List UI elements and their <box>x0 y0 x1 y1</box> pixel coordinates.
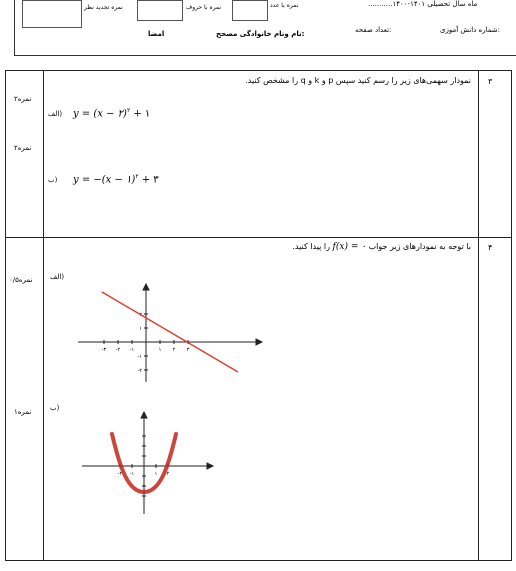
question-3-prompt: نمودار سهمی‌های زیر را رسم کنید سپس p و k و q را مشخص کنید. <box>245 76 471 85</box>
school-year-text: سال تحصیلی ۱۴۰۱-۱۴۰۰ <box>392 0 466 8</box>
grade-words-label: نمره با حروف <box>186 4 222 11</box>
q4-prompt-start: با توجه به نمودارهای زیر جواب <box>368 242 471 251</box>
graph-a-x-tick-label: ۳ <box>186 347 190 353</box>
graph-b-x-tick-label: ۱ <box>154 471 158 477</box>
q3-part-a-equation <box>73 107 150 119</box>
q3-part-b-label: ب) <box>48 176 58 184</box>
graph-a-axes <box>78 284 262 382</box>
graph-b-x-tick-label: -۱ <box>129 471 135 477</box>
graph-b-y-arrow <box>141 412 147 418</box>
graph-b-x-tick-label: -۲ <box>117 471 123 477</box>
date-label: ...........ماه <box>368 0 478 8</box>
graph-b-axes <box>82 412 213 514</box>
q4-prompt-end: را پیدا کنید. <box>292 242 330 251</box>
school-year <box>368 0 477 8</box>
graph-a-y-tick-label: -۲ <box>137 368 142 374</box>
q3-part-a-eq-tail: + ۱ <box>130 108 151 120</box>
grade-box <box>232 0 268 21</box>
q4-prompt-equation: f(x) = ۰ <box>332 242 367 252</box>
q3-part-a-score: ۲نمره <box>14 95 32 103</box>
q3-part-b-eq-main: y = −(x − ۱) <box>73 174 136 186</box>
grade-number-label: نمره با عدد <box>270 2 299 9</box>
question-number-3: ۳ <box>488 77 493 86</box>
graph-a-x-tick-label: -۳ <box>101 347 107 353</box>
table-row-divider <box>5 237 511 238</box>
graph-a-x-arrow <box>256 339 262 345</box>
graph-b-x-arrow <box>207 463 213 469</box>
question-number-4: ۴ <box>488 243 493 252</box>
page-count-label: تعداد صفحه: <box>355 26 392 34</box>
q3-part-b-eq-tail: + ۳ <box>138 174 159 186</box>
graph-a-x-tick-label: ۱ <box>158 347 162 353</box>
q3-part-a-eq-exponent: ۲ <box>126 107 131 114</box>
q4-part-a-score: ۰/۵نمره <box>9 276 33 284</box>
graph-a-line <box>102 292 238 372</box>
q3-part-b-eq-exponent: ۲ <box>135 173 139 180</box>
graph-a-x-tick-label: -۱ <box>129 347 135 353</box>
graph-b-x-tick-label: ۲ <box>166 471 170 477</box>
graph-b <box>78 410 218 518</box>
graph-a-y-arrow <box>143 284 149 290</box>
q3-part-a-eq-main: y = (x − ۲) <box>73 108 127 120</box>
grade-numeric-box <box>137 0 183 21</box>
question-4-prompt <box>292 242 471 252</box>
q4-part-b-label: ب) <box>50 404 60 412</box>
q3-part-b-score: ۲نمره <box>14 144 32 152</box>
graph-a-x-tick-label: -۲ <box>115 347 121 353</box>
graph-a <box>70 280 270 390</box>
graph-a-y-tick-label: ۱ <box>139 326 142 332</box>
q4-part-a-label: الف) <box>50 273 65 281</box>
student-number-label: شماره دانش آموزی: <box>440 26 501 34</box>
graph-a-y-tick-label: -۱ <box>137 354 142 360</box>
signature-label: امضا <box>148 30 165 38</box>
graph-a-x-tick-label: ۲ <box>172 347 176 353</box>
q3-part-b-equation <box>73 173 159 185</box>
examiner-label: نام ونام خانوادگی مصحح: <box>216 30 305 38</box>
table-col-divider-right <box>478 70 479 560</box>
q3-part-a-label: الف) <box>48 110 63 118</box>
grade-letters-label: نمره تجدید نظر <box>84 4 123 11</box>
table-col-divider-left <box>43 70 44 560</box>
grade-letters-box <box>22 0 82 28</box>
q4-part-b-score: ۱نمره <box>14 408 32 416</box>
